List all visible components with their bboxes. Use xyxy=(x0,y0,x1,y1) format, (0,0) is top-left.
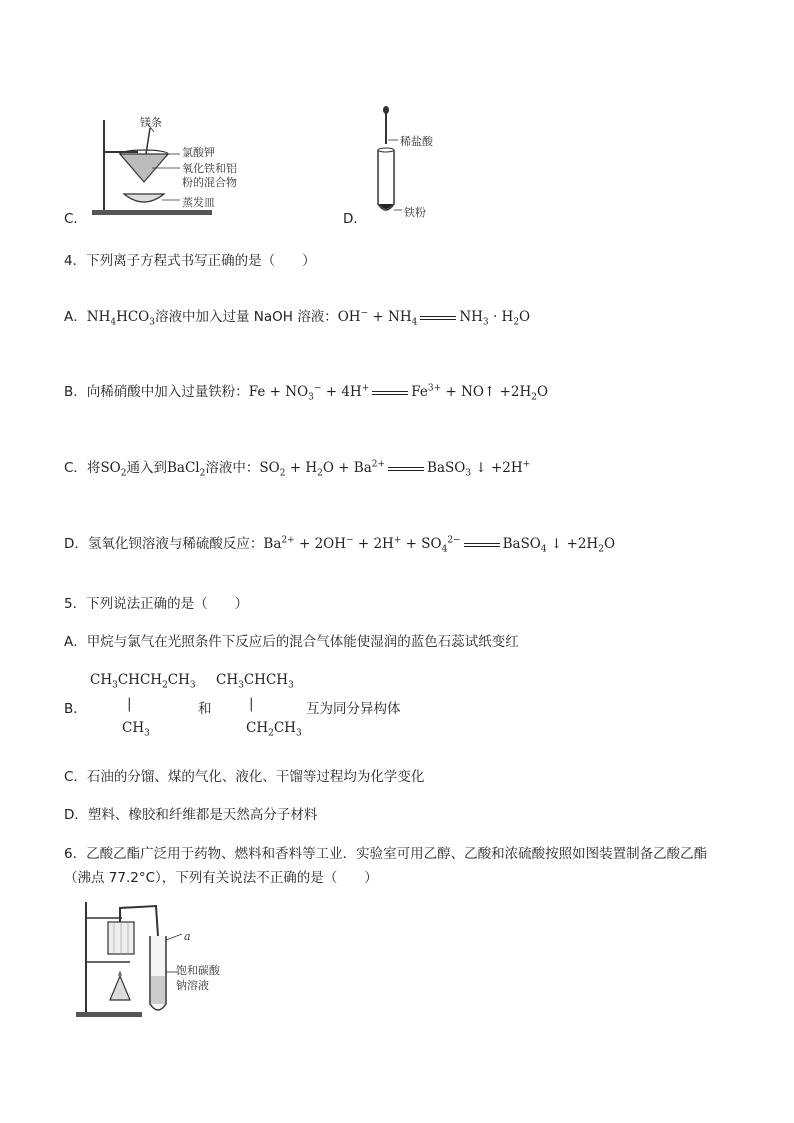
q5-b-and: 和 xyxy=(198,701,212,717)
fig-q6-label-solution2: 钠溶液 xyxy=(176,979,209,992)
fig-c-label-mg: 镁条 xyxy=(140,116,162,129)
q5-option-a: A．甲烷与氯气在光照条件下反应后的混合气体能使湿润的蓝色石蕊试纸变红 xyxy=(64,634,519,650)
fig-c-label-dish: 蒸发皿 xyxy=(182,196,215,209)
fig-c-label-kclo3: 氯酸钾 xyxy=(182,146,215,159)
q4-option-c: C．将$SO_2$通入到BaCl$_2$溶液中：$SO_2 + H_2O + Ba^{2+}$ BaSO$_3$ ↓ +2H+ xyxy=(64,459,531,479)
q5-b-struct1-bottom: $CH_3$ xyxy=(122,720,150,739)
q5-b-struct2-top: $CH_3CHCH_3$ xyxy=(216,672,294,691)
q5-b-struct2-bottom: $CH_2CH_3$ xyxy=(246,720,302,739)
q4-option-d: D．氢氧化钡溶液与稀硫酸反应：$Ba^{2+} + 2OH^- + 2H^+ + SO_4^{2-}$ BaSO$_4$ ↓ $+2H_2O$ xyxy=(64,535,616,555)
q5-option-c: C．石油的分馏、煤的气化、液化、干馏等过程均为化学变化 xyxy=(64,769,425,785)
q5-b-prefix: B． xyxy=(64,701,87,717)
option-c-letter: C． xyxy=(64,211,87,227)
q5-b-bond2: | xyxy=(249,696,254,712)
option-d-letter: D． xyxy=(343,211,367,227)
q5-b-suffix: 互为同分异构体 xyxy=(306,701,401,717)
q6-stem-line2: （沸点 77.2°C），下列有关说法不正确的是（ ） xyxy=(64,870,378,886)
q5-b-struct1-top: $CH_3CHCH_2CH_3$ xyxy=(90,672,196,691)
fig-q6-label-solution1: 饱和碳酸 xyxy=(176,964,220,977)
q5-option-d: D．塑料、橡胶和纤维都是天然高分子材料 xyxy=(64,807,318,823)
fig-c-label-mix2: 粉的混合物 xyxy=(182,176,237,189)
q5-stem: 5．下列说法正确的是（ ） xyxy=(64,596,249,612)
fig-d-label-hcl: 稀盐酸 xyxy=(400,135,433,148)
fig-c-label-mix1: 氧化铁和铝 xyxy=(182,162,237,175)
q5-b-bond1: | xyxy=(127,696,132,712)
q6-stem-line1: 6．乙酸乙酯广泛用于药物、燃料和香料等工业．实验室可用乙醇、乙酸和浓硫酸按照如图装置制备乙酸乙酯 xyxy=(64,846,708,862)
q4-option-a: A．$NH_4HCO_3$溶液中加入过量 NaOH 溶液：$OH^- + NH_4$ $NH_3 \cdot H_2O$ xyxy=(64,308,531,328)
q4-option-b: B．向稀硝酸中加入过量铁粉：$Fe + NO_3^- + 4H^+$ $Fe^{3+}$ + NO↑ $+2H_2O$ xyxy=(64,383,549,403)
fig-q6-label-a: a xyxy=(184,930,191,943)
figure-d-test-tube xyxy=(370,104,430,220)
q4-stem: 4．下列离子方程式书写正确的是（ ） xyxy=(64,253,316,269)
figure-q6-ester-apparatus xyxy=(74,896,224,1022)
fig-d-label-fe: 铁粉 xyxy=(404,206,426,219)
